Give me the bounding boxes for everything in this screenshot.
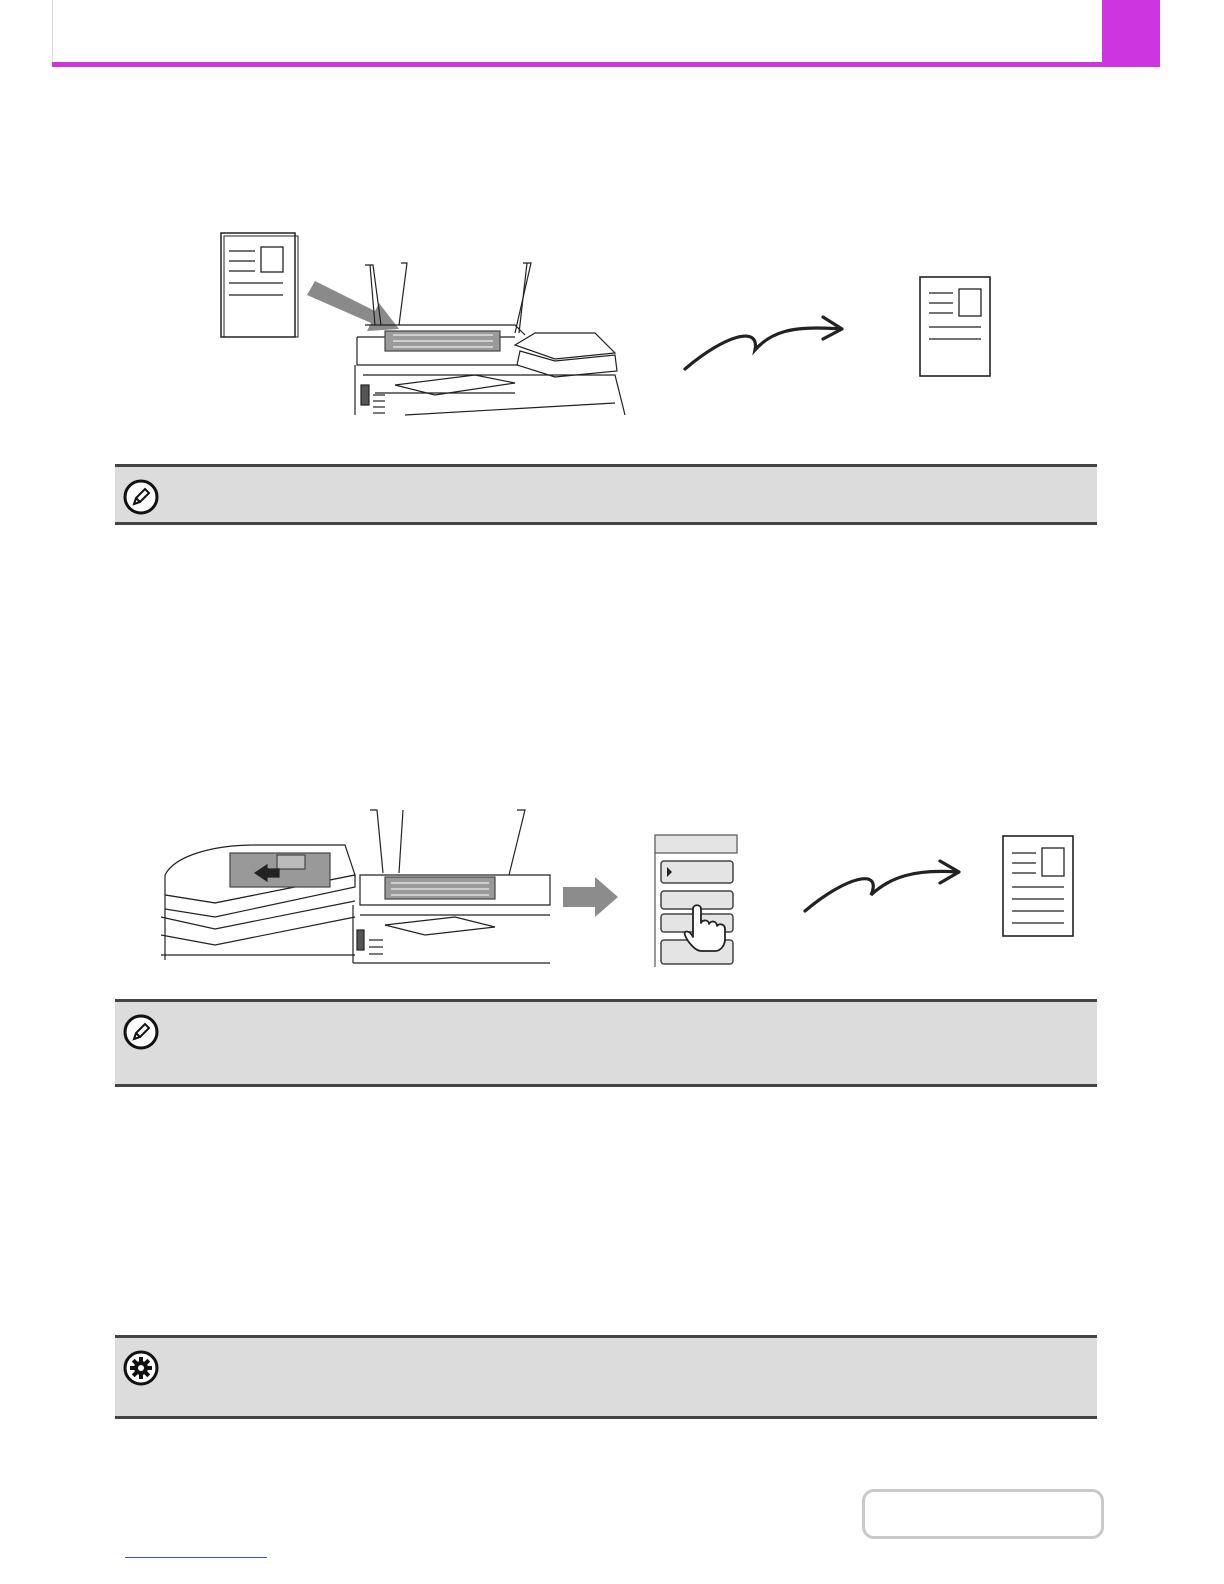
note-box [115,464,1097,525]
pencil-note-icon [123,1014,159,1050]
copier-document-glass [355,263,625,415]
original-document-icon [221,233,298,337]
note-box [115,999,1097,1087]
insert-arrow [307,281,399,331]
gear-settings-icon [123,1350,159,1386]
footer-link[interactable] [125,1557,267,1558]
glass-copier [353,810,550,963]
output-copy-document [1003,836,1073,936]
curved-arrow [805,861,959,911]
glass-copy-illustration [215,225,1015,420]
document-feeder-copier [161,845,355,960]
adf-copy-illustration [155,805,1080,970]
header-accent-rule [52,62,1160,67]
output-copy-document [920,277,990,376]
curved-arrow [685,317,842,369]
gray-arrow [563,877,618,917]
pencil-note-icon [123,479,159,515]
contents-button[interactable] [862,1489,1104,1539]
page-header [52,0,1102,62]
header-accent-tab [1102,0,1160,67]
settings-note-box [115,1335,1097,1419]
